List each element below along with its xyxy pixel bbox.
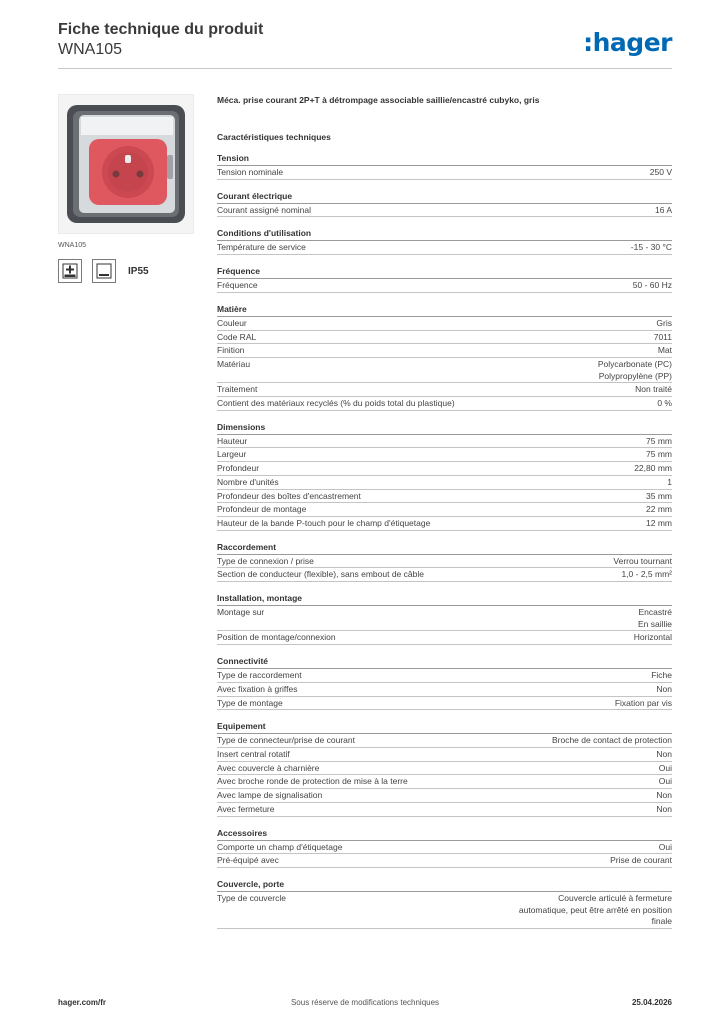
spec-group — [217, 304, 672, 411]
spec-group-title: Fréquence — [217, 266, 672, 279]
spec-row — [217, 669, 672, 683]
spec-value: Non — [656, 683, 672, 694]
spec-value: 16 A — [654, 204, 672, 215]
spec-row — [217, 448, 672, 462]
spec-row — [217, 517, 672, 531]
spec-row — [217, 166, 672, 180]
spec-group — [217, 828, 672, 868]
specs-heading: Caractéristiques techniques — [217, 132, 331, 142]
spec-group-title: Conditions d'utilisation — [217, 228, 672, 241]
spec-row — [217, 697, 672, 711]
spec-group-title: Connectivité — [217, 656, 672, 669]
certification-badges — [58, 259, 198, 283]
spec-label: Profondeur — [217, 463, 260, 474]
spec-row — [217, 631, 672, 645]
spec-label: Nombre d'unités — [217, 476, 279, 487]
spec-label: Température de service — [217, 242, 306, 253]
spec-label: Type de raccordement — [217, 670, 302, 681]
spec-group-title: Equipement — [217, 721, 672, 734]
spec-value: Fixation par vis — [614, 697, 672, 708]
footer-date: 25.04.2026 — [631, 998, 672, 1007]
spec-row — [217, 490, 672, 504]
spec-row — [217, 568, 672, 582]
surface-mount-icon — [92, 259, 116, 283]
spec-label: Type de connecteur/prise de courant — [217, 735, 355, 746]
spec-group — [217, 542, 672, 582]
spec-value: Broche de contact de protection — [551, 735, 672, 746]
spec-group — [217, 879, 672, 929]
spec-group-title: Dimensions — [217, 422, 672, 435]
spec-value: 22 mm — [646, 504, 672, 515]
spec-label: Section de conducteur (flexible), sans embout de câble — [217, 569, 424, 580]
spec-row — [217, 892, 672, 929]
spec-value: 12 mm — [646, 517, 672, 528]
specifications-column — [217, 94, 672, 940]
spec-value: 50 - 60 Hz — [632, 280, 672, 291]
footer-website: hager.com/fr — [58, 998, 107, 1007]
spec-row — [217, 503, 672, 517]
spec-group-title: Couvercle, porte — [217, 879, 672, 892]
spec-value: Oui — [658, 776, 672, 787]
spec-value: Oui — [658, 841, 672, 852]
spec-value: 250 V — [649, 167, 672, 177]
spec-group — [217, 153, 672, 180]
spec-value: 35 mm — [646, 490, 672, 501]
spec-row — [217, 775, 672, 789]
spec-label: Avec broche ronde de protection de mise à la terre — [217, 776, 408, 787]
spec-row — [217, 344, 672, 358]
spec-row — [217, 383, 672, 397]
spec-label: Type de connexion / prise — [217, 555, 314, 566]
spec-value: Horizontal — [633, 632, 672, 643]
spec-value: Non — [656, 748, 672, 759]
spec-label: Fréquence — [217, 280, 258, 291]
spec-row — [217, 331, 672, 345]
spec-label: Pré-équipé avec — [217, 855, 279, 866]
spec-label: Comporte un champ d'étiquetage — [217, 841, 343, 852]
spec-group — [217, 191, 672, 218]
spec-group-title: Tension — [217, 153, 672, 166]
product-image — [58, 94, 194, 234]
spec-value: Fiche — [651, 670, 672, 681]
spec-label: Insert central rotatif — [217, 748, 290, 759]
spec-label: Profondeur de montage — [217, 504, 307, 515]
spec-value: Gris — [656, 317, 672, 328]
installation-class-icon — [58, 259, 82, 283]
spec-group — [217, 228, 672, 255]
spec-row — [217, 555, 672, 569]
spec-row — [217, 748, 672, 762]
spec-row — [217, 734, 672, 748]
spec-group — [217, 721, 672, 816]
spec-value: Couvercle articulé à fermeture automatique, peut être arrêté en position finale — [518, 892, 672, 927]
spec-row — [217, 803, 672, 817]
spec-value: Mat — [657, 345, 672, 356]
spec-row — [217, 435, 672, 449]
spec-value: Non — [656, 803, 672, 814]
spec-row — [217, 397, 672, 411]
spec-label: Matériau — [217, 358, 251, 369]
spec-label: Finition — [217, 345, 245, 356]
socket-illustration — [59, 95, 193, 233]
spec-value: 1 — [667, 476, 672, 487]
footer-disclaimer: Sous réserve de modifications techniques — [290, 998, 440, 1007]
product-media-column — [58, 94, 198, 283]
spec-label: Largeur — [217, 449, 247, 460]
spec-label: Avec fermeture — [217, 803, 275, 814]
spec-row — [217, 358, 672, 383]
spec-label: Code RAL — [217, 331, 257, 342]
spec-group-title: Courant électrique — [217, 191, 672, 204]
spec-label: Avec couvercle à charnière — [217, 762, 320, 773]
spec-group — [217, 593, 672, 645]
spec-value: Oui — [658, 762, 672, 773]
spec-label: Couleur — [217, 317, 247, 328]
header-divider — [58, 68, 672, 69]
spec-groups — [217, 153, 672, 929]
spec-row — [217, 841, 672, 855]
spec-value: -15 - 30 °C — [630, 242, 672, 253]
spec-label: Avec lampe de signalisation — [217, 790, 323, 801]
spec-row — [217, 279, 672, 293]
spec-value: Prise de courant — [610, 855, 672, 866]
spec-group-title: Accessoires — [217, 828, 672, 841]
spec-value: Non — [656, 790, 672, 801]
spec-label: Contient des matériaux recyclés (% du poids total du plastique) — [217, 398, 455, 409]
spec-label: Type de couvercle — [217, 892, 286, 903]
spec-label: Courant assigné nominal — [217, 204, 312, 215]
spec-row — [217, 762, 672, 776]
spec-group — [217, 656, 672, 710]
spec-value: 75 mm — [646, 435, 672, 446]
spec-value: Verrou tournant — [613, 555, 672, 566]
spec-group-title: Raccordement — [217, 542, 672, 555]
product-description: Méca. prise courant 2P+T à détrompage associable saillie/encastré cubyko, gris — [217, 95, 540, 105]
spec-value: 22,80 mm — [634, 463, 672, 474]
spec-row — [217, 241, 672, 255]
spec-row — [217, 462, 672, 476]
spec-label: Montage sur — [217, 607, 265, 618]
product-reference: WNA105 — [58, 41, 123, 58]
spec-value: 1,0 - 2,5 mm² — [621, 569, 672, 580]
spec-label: Position de montage/connexion — [217, 632, 336, 643]
spec-label: Avec fixation à griffes — [217, 683, 298, 694]
spec-label: Traitement — [217, 384, 258, 395]
spec-group — [217, 266, 672, 293]
spec-row — [217, 476, 672, 490]
spec-value: 75 mm — [646, 449, 672, 460]
spec-value: Encastré En saillie — [637, 607, 672, 629]
spec-value: Polycarbonate (PC) Polypropylène (PP) — [597, 358, 672, 381]
spec-label: Profondeur des boîtes d'encastrement — [217, 490, 361, 501]
spec-value: 7011 — [653, 331, 672, 342]
spec-label: Hauteur de la bande P-touch pour le champ d'étiquetage — [217, 517, 431, 528]
spec-row — [217, 854, 672, 868]
spec-group-title: Installation, montage — [217, 593, 672, 606]
image-caption: WNA105 — [58, 242, 87, 249]
page-title: Fiche technique du produit — [58, 21, 264, 38]
spec-group-title: Matière — [217, 304, 672, 317]
spec-row — [217, 317, 672, 331]
spec-row — [217, 789, 672, 803]
page-header — [58, 20, 672, 60]
ip-rating-badge: IP55 — [128, 265, 149, 277]
spec-group — [217, 422, 672, 531]
spec-row — [217, 204, 672, 218]
spec-value: 0 % — [657, 398, 672, 409]
hager-logo: :hager — [583, 28, 672, 57]
spec-label: Type de montage — [217, 697, 283, 708]
spec-label: Tension nominale — [217, 167, 284, 177]
spec-value: Non traité — [635, 384, 672, 395]
spec-row — [217, 606, 672, 631]
spec-row — [217, 683, 672, 697]
spec-label: Hauteur — [217, 435, 248, 446]
